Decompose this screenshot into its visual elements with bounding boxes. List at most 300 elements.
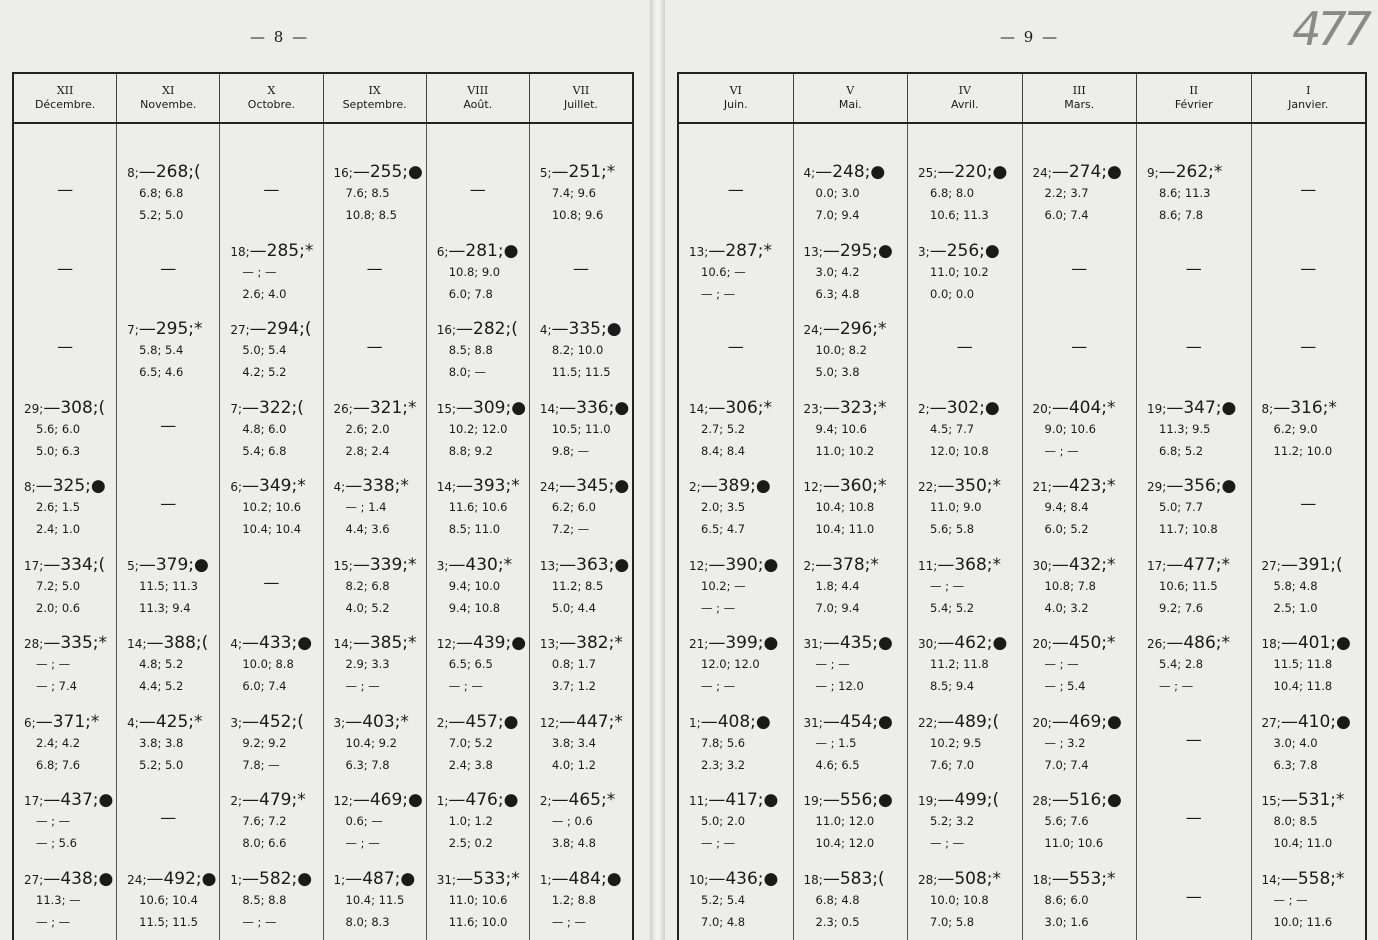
cell-symbol: ● bbox=[400, 868, 416, 889]
cell-value: —439; bbox=[456, 633, 512, 653]
table-cell bbox=[1137, 633, 1251, 711]
cell-main-value bbox=[689, 790, 778, 810]
cell-sub-row-1: 6.8; 6.8 bbox=[139, 186, 184, 200]
cell-sub-row-2: 7.6; 7.0 bbox=[930, 757, 975, 772]
cell-symbol: ( bbox=[878, 868, 885, 889]
cell-value: —435; bbox=[822, 633, 878, 653]
cell-sub-row-1: 7.2; 5.0 bbox=[36, 578, 81, 593]
cell-value: —508; bbox=[937, 868, 993, 889]
cell-sub-row-2: 8.0; — bbox=[448, 365, 487, 379]
table-cell bbox=[794, 241, 908, 319]
table-cell bbox=[220, 241, 322, 319]
cell-sub-row-2: 4.4; 5.2 bbox=[139, 679, 184, 693]
table-cell bbox=[794, 162, 908, 240]
cell-symbol: ( bbox=[304, 319, 312, 339]
cell-day: 24; bbox=[1032, 166, 1052, 180]
empty-dash: — bbox=[160, 494, 177, 513]
cell-sub-row-1: 11.5; 11.8 bbox=[1273, 657, 1333, 671]
cell-value: —334; bbox=[43, 554, 99, 575]
cell-day: 3; bbox=[333, 715, 346, 730]
cell-sub-row-1: 7.8; 5.6 bbox=[701, 735, 746, 750]
table-cell bbox=[1252, 712, 1366, 790]
cell-main-value bbox=[437, 869, 520, 889]
column-roman-numeral: III bbox=[1072, 84, 1086, 97]
table-cell bbox=[220, 162, 322, 240]
cell-value: —321; bbox=[352, 397, 409, 418]
cell-sub-row-1: 1.2; 8.8 bbox=[551, 892, 596, 907]
cell-value: —553; bbox=[1051, 868, 1107, 889]
cell-day: 28; bbox=[24, 637, 44, 651]
cell-main-value bbox=[918, 162, 1007, 182]
cell-sub-row-2: — ; — bbox=[701, 286, 736, 301]
cell-day: 4; bbox=[127, 715, 139, 730]
cell-symbol: ● bbox=[90, 476, 106, 496]
cell-main-value bbox=[689, 476, 771, 496]
month-column bbox=[1136, 124, 1251, 940]
cell-main-value bbox=[1147, 162, 1222, 182]
cell-sub-row-2: — ; 5.6 bbox=[36, 836, 77, 850]
cell-day: 2; bbox=[803, 558, 816, 573]
cell-value: —447; bbox=[559, 711, 615, 732]
cell-sub-row-1: 5.0; 2.0 bbox=[701, 814, 746, 828]
cell-main-value bbox=[1033, 633, 1116, 653]
cell-sub-row-1: — ; — bbox=[36, 814, 71, 828]
cell-main-value bbox=[804, 790, 893, 810]
table-cell bbox=[427, 162, 529, 240]
cell-symbol: ● bbox=[511, 633, 527, 653]
cell-sub-row-1: 2.9; 3.3 bbox=[345, 657, 390, 671]
table-cell bbox=[14, 319, 116, 397]
empty-dash: — bbox=[572, 258, 589, 278]
cell-sub-row-1: 6.2; 6.0 bbox=[551, 500, 596, 514]
cell-value: —336; bbox=[559, 397, 615, 418]
cell-value: —338; bbox=[345, 476, 401, 496]
cell-main-value bbox=[1147, 398, 1236, 418]
cell-main-value bbox=[918, 712, 999, 732]
cell-sub-row-2: 11.5; 11.5 bbox=[139, 914, 198, 929]
cell-symbol: ( bbox=[1336, 554, 1343, 575]
cell-sub-row-2: 4.2; 5.2 bbox=[242, 365, 287, 379]
cell-sub-row-2: 5.2; 5.0 bbox=[139, 757, 184, 772]
cell-day: 19; bbox=[918, 794, 938, 808]
cell-sub-row-1: 8.2; 6.8 bbox=[345, 578, 390, 593]
cell-main-value bbox=[804, 712, 893, 732]
cell-symbol: ● bbox=[98, 790, 114, 810]
cell-symbol: ● bbox=[763, 868, 779, 889]
cell-sub-row-2: 6.5; 4.6 bbox=[139, 365, 184, 379]
month-column bbox=[1251, 124, 1368, 940]
cell-value: —350; bbox=[937, 476, 993, 496]
cell-main-value bbox=[230, 476, 305, 496]
cell-sub-row-2: 2.5; 0.2 bbox=[448, 836, 493, 850]
cell-main-value bbox=[918, 555, 1001, 575]
empty-dash: — bbox=[1185, 729, 1202, 749]
cell-value: —404; bbox=[1051, 397, 1107, 418]
cell-sub-row-2: 4.0; 5.2 bbox=[345, 600, 390, 615]
column-month-name: Février bbox=[1174, 98, 1213, 111]
empty-dash: — bbox=[1185, 337, 1202, 356]
cell-day: 30; bbox=[918, 637, 938, 651]
cell-symbol: ( bbox=[194, 162, 201, 182]
table-cell bbox=[324, 241, 426, 319]
table-cell bbox=[908, 869, 1022, 940]
empty-dash: — bbox=[160, 808, 177, 827]
cell-sub-row-1: 0.8; 1.7 bbox=[551, 657, 596, 671]
cell-sub-row-2: 7.2; — bbox=[551, 522, 590, 536]
column-month-name: Janvier. bbox=[1288, 98, 1329, 111]
cell-sub-row-1: 9.0; 10.6 bbox=[1044, 421, 1096, 436]
cell-sub-row-2: 8.6; 7.8 bbox=[1159, 208, 1204, 222]
cell-day: 18; bbox=[803, 872, 823, 887]
cell-main-value bbox=[1147, 633, 1230, 653]
empty-dash: — bbox=[366, 337, 383, 356]
left-table-body bbox=[12, 124, 634, 940]
cell-day: 17; bbox=[24, 558, 44, 573]
cell-main-value bbox=[918, 790, 999, 810]
column-month-name: Juillet. bbox=[563, 98, 598, 111]
cell-value: —438; bbox=[43, 868, 99, 889]
cell-main-value bbox=[230, 398, 304, 418]
cell-main-value bbox=[804, 162, 886, 182]
cell-main-value bbox=[437, 790, 519, 810]
cell-value: —454; bbox=[822, 711, 878, 732]
cell-sub-row-2: 9.8; — bbox=[551, 443, 590, 458]
cell-main-value bbox=[540, 162, 615, 182]
cell-symbol: * bbox=[606, 790, 616, 810]
cell-main-value bbox=[437, 633, 526, 653]
cell-day: 18; bbox=[230, 244, 250, 259]
cell-symbol: ● bbox=[614, 397, 630, 418]
table-cell bbox=[324, 398, 426, 476]
cell-sub-row-1: 0.6; — bbox=[345, 814, 383, 828]
cell-day: 22; bbox=[918, 715, 938, 730]
cell-sub-row-2: 6.5; 4.7 bbox=[701, 522, 746, 536]
right-page bbox=[665, 0, 1378, 940]
table-cell bbox=[1252, 869, 1366, 940]
table-cell bbox=[794, 398, 908, 476]
cell-symbol: * bbox=[992, 868, 1001, 889]
cell-symbol: * bbox=[297, 790, 306, 810]
column-roman-numeral: IV bbox=[958, 84, 971, 97]
empty-dash: — bbox=[263, 180, 280, 199]
cell-sub-row-1: — ; — bbox=[930, 578, 965, 593]
column-roman-numeral: V bbox=[846, 84, 855, 97]
cell-symbol: * bbox=[297, 476, 306, 496]
cell-main-value bbox=[1033, 869, 1116, 889]
cell-sub-row-2: 6.8; 7.6 bbox=[36, 757, 81, 772]
table-cell bbox=[679, 633, 793, 711]
cell-symbol: ● bbox=[1107, 790, 1122, 810]
cell-value: —349; bbox=[242, 476, 298, 496]
cell-value: —287; bbox=[708, 240, 764, 261]
cell-day: 21; bbox=[689, 637, 709, 651]
cell-value: —295; bbox=[822, 240, 878, 261]
table-cell bbox=[908, 241, 1022, 319]
cell-sub-row-2: — ; — bbox=[1159, 679, 1194, 693]
cell-sub-row-2: 12.0; 10.8 bbox=[930, 443, 989, 458]
column-header bbox=[1251, 74, 1368, 122]
cell-sub-row-2: 11.5; 11.5 bbox=[551, 365, 611, 379]
cell-symbol: ● bbox=[511, 397, 527, 418]
month-column bbox=[1022, 124, 1137, 940]
cell-sub-row-1: 2.0; 3.5 bbox=[701, 500, 746, 514]
column-roman-numeral: XII bbox=[56, 84, 74, 97]
cell-symbol: ● bbox=[1336, 633, 1351, 653]
cell-sub-row-2: 6.0; 7.4 bbox=[1044, 208, 1089, 222]
table-cell bbox=[1252, 555, 1366, 633]
table-cell bbox=[14, 555, 116, 633]
cell-value: —476; bbox=[448, 790, 504, 810]
cell-symbol: * bbox=[870, 554, 879, 575]
cell-day: 1; bbox=[436, 794, 449, 808]
table-cell bbox=[1137, 555, 1251, 633]
cell-symbol: * bbox=[992, 476, 1001, 496]
cell-value: —389; bbox=[700, 476, 756, 496]
cell-sub-row-1: 8.0; 8.5 bbox=[1273, 814, 1318, 828]
empty-dash: — bbox=[1071, 258, 1088, 278]
cell-value: —465; bbox=[551, 790, 607, 810]
table-cell bbox=[1252, 790, 1366, 868]
table-cell bbox=[908, 319, 1022, 397]
cell-sub-row-1: 8.5; 8.8 bbox=[448, 343, 493, 357]
cell-value: —339; bbox=[352, 554, 409, 575]
cell-value: —390; bbox=[708, 554, 764, 575]
cell-sub-row-2: 8.0; 6.6 bbox=[242, 836, 287, 850]
cell-symbol: * bbox=[1336, 790, 1345, 810]
table-cell bbox=[427, 476, 529, 554]
cell-value: —274; bbox=[1051, 162, 1107, 182]
table-cell bbox=[117, 869, 219, 940]
cell-symbol: ● bbox=[408, 790, 423, 810]
cell-symbol: * bbox=[878, 476, 887, 496]
cell-sub-row-2: 8.5; 11.0 bbox=[448, 522, 501, 536]
table-cell bbox=[427, 398, 529, 476]
cell-main-value bbox=[437, 555, 512, 575]
cell-value: —430; bbox=[448, 554, 504, 575]
column-header bbox=[907, 74, 1022, 122]
cell-sub-row-1: 10.4; 9.2 bbox=[345, 735, 397, 750]
cell-symbol: * bbox=[503, 554, 513, 575]
cell-main-value bbox=[437, 319, 518, 339]
cell-value: —516; bbox=[1051, 790, 1107, 810]
cell-symbol: * bbox=[194, 711, 203, 732]
cell-value: —556; bbox=[822, 790, 878, 810]
table-cell bbox=[1252, 633, 1366, 711]
cell-sub-row-1: 5.0; 7.7 bbox=[1159, 500, 1204, 514]
table-cell bbox=[530, 162, 632, 240]
cell-sub-row-2: 4.0; 1.2 bbox=[551, 757, 596, 772]
cell-main-value bbox=[127, 162, 201, 182]
cell-main-value bbox=[1033, 476, 1116, 496]
cell-sub-row-2: — ; — bbox=[345, 679, 380, 693]
cell-symbol: ● bbox=[878, 711, 893, 732]
table-cell bbox=[220, 555, 322, 633]
cell-symbol: ● bbox=[408, 162, 423, 182]
cell-sub-row-2: 6.0; 5.2 bbox=[1044, 522, 1089, 536]
table-cell bbox=[530, 398, 632, 476]
cell-value: —220; bbox=[937, 162, 993, 182]
table-cell bbox=[1137, 869, 1251, 940]
cell-day: 13; bbox=[803, 244, 823, 259]
cell-sub-row-2: 10.0; 11.6 bbox=[1273, 914, 1333, 929]
cell-sub-row-2: 4.0; 3.2 bbox=[1044, 600, 1089, 615]
empty-dash: — bbox=[1185, 808, 1202, 827]
table-cell bbox=[908, 633, 1022, 711]
column-month-name: Juin. bbox=[723, 98, 748, 111]
table-cell bbox=[220, 790, 322, 868]
empty-dash: — bbox=[727, 180, 744, 199]
cell-sub-row-1: 5.0; 5.4 bbox=[242, 343, 287, 357]
cell-symbol: ● bbox=[763, 554, 779, 575]
cell-day: 8; bbox=[1261, 401, 1274, 416]
table-cell bbox=[794, 319, 908, 397]
cell-main-value bbox=[437, 712, 519, 732]
empty-dash: — bbox=[1071, 337, 1088, 356]
table-cell bbox=[117, 790, 219, 868]
cell-day: 10; bbox=[689, 872, 709, 887]
cell-day: 30; bbox=[1032, 558, 1052, 573]
cell-value: —382; bbox=[559, 633, 615, 653]
cell-main-value bbox=[918, 633, 1007, 653]
month-column bbox=[323, 124, 426, 940]
cell-value: —499; bbox=[937, 790, 993, 810]
cell-symbol: * bbox=[98, 633, 107, 653]
table-cell bbox=[117, 555, 219, 633]
table-cell bbox=[117, 712, 219, 790]
cell-symbol: ( bbox=[992, 790, 1000, 810]
cell-symbol: * bbox=[400, 711, 409, 732]
cell-day: 2; bbox=[689, 480, 701, 494]
cell-sub-row-1: 11.2; 8.5 bbox=[551, 578, 604, 593]
cell-sub-row-1: 8.5; 8.8 bbox=[242, 892, 287, 907]
table-cell bbox=[324, 162, 426, 240]
cell-sub-row-2: 6.3; 7.8 bbox=[345, 757, 390, 772]
cell-value: —408; bbox=[700, 711, 756, 732]
left-page bbox=[0, 0, 650, 940]
cell-sub-row-2: — ; — bbox=[36, 914, 71, 929]
cell-main-value bbox=[24, 712, 99, 732]
column-header bbox=[793, 74, 908, 122]
cell-main-value bbox=[540, 555, 629, 575]
cell-main-value bbox=[334, 869, 416, 889]
cell-main-value bbox=[24, 555, 105, 575]
cell-sub-row-1: — ; — bbox=[815, 657, 850, 671]
cell-symbol: * bbox=[614, 711, 623, 732]
table-cell bbox=[1023, 869, 1137, 940]
cell-main-value bbox=[334, 398, 417, 418]
table-cell bbox=[679, 476, 793, 554]
cell-symbol: * bbox=[1221, 633, 1230, 653]
left-table-header bbox=[12, 74, 634, 124]
table-cell bbox=[908, 476, 1022, 554]
cell-value: —393; bbox=[456, 476, 512, 496]
table-cell bbox=[530, 241, 632, 319]
table-cell bbox=[1252, 162, 1366, 240]
cell-main-value bbox=[1262, 869, 1345, 889]
cell-symbol: ● bbox=[763, 633, 779, 653]
cell-sub-row-1: 5.2; 5.4 bbox=[701, 892, 746, 907]
cell-symbol: ● bbox=[194, 554, 209, 575]
table-cell bbox=[1137, 319, 1251, 397]
cell-main-value bbox=[689, 712, 771, 732]
cell-day: 3; bbox=[918, 244, 930, 259]
cell-symbol: ● bbox=[984, 240, 1000, 261]
table-cell bbox=[324, 712, 426, 790]
cell-main-value bbox=[540, 319, 622, 339]
cell-sub-row-1: 8.6; 6.0 bbox=[1044, 892, 1089, 907]
cell-value: —484; bbox=[551, 868, 607, 889]
column-roman-numeral: VI bbox=[729, 84, 742, 97]
table-cell bbox=[794, 555, 908, 633]
cell-sub-row-2: 10.4; 11.0 bbox=[1273, 836, 1333, 850]
cell-main-value bbox=[230, 869, 312, 889]
cell-main-value bbox=[230, 241, 313, 261]
cell-symbol: ● bbox=[992, 633, 1008, 653]
column-roman-numeral: II bbox=[1189, 84, 1199, 97]
cell-symbol: ( bbox=[201, 633, 209, 653]
cell-main-value bbox=[540, 633, 623, 653]
cell-sub-row-2: 9.4; 10.8 bbox=[448, 600, 501, 615]
cell-symbol: * bbox=[408, 554, 417, 575]
cell-main-value bbox=[1033, 790, 1122, 810]
table-cell bbox=[220, 633, 322, 711]
cell-symbol: ● bbox=[297, 868, 313, 889]
cell-sub-row-1: 7.6; 8.5 bbox=[345, 186, 390, 200]
column-roman-numeral: VIII bbox=[467, 84, 489, 97]
cell-sub-row-1: 10.8; 7.8 bbox=[1044, 578, 1096, 593]
month-column bbox=[793, 124, 908, 940]
cell-sub-row-2: 10.4; 11.0 bbox=[815, 522, 875, 536]
empty-dash: — bbox=[1185, 886, 1202, 906]
table-cell bbox=[1137, 476, 1251, 554]
cell-main-value bbox=[437, 476, 520, 496]
cell-sub-row-2: 7.0; 5.8 bbox=[930, 914, 975, 929]
cell-day: 24; bbox=[539, 480, 560, 494]
cell-sub-row-2: 8.8; 9.2 bbox=[448, 443, 493, 458]
cell-sub-row-2: 11.3; 9.4 bbox=[139, 600, 191, 615]
cell-symbol: * bbox=[1107, 633, 1116, 653]
cell-value: —489; bbox=[937, 711, 993, 732]
table-cell bbox=[679, 398, 793, 476]
cell-day: 5; bbox=[127, 558, 139, 573]
cell-value: —322; bbox=[242, 397, 298, 418]
cell-symbol: ( bbox=[992, 711, 1000, 732]
empty-dash: — bbox=[1300, 180, 1317, 199]
cell-value: —558; bbox=[1280, 868, 1336, 889]
cell-sub-row-1: 5.2; 3.2 bbox=[930, 814, 975, 828]
cell-sub-row-2: 0.0; 0.0 bbox=[930, 286, 975, 301]
cell-value: —388; bbox=[146, 633, 202, 653]
cell-value: —432; bbox=[1051, 554, 1107, 575]
cell-day: 6; bbox=[230, 480, 243, 494]
column-header bbox=[677, 74, 793, 122]
table-cell bbox=[427, 319, 529, 397]
cell-main-value bbox=[127, 319, 202, 339]
empty-dash: — bbox=[160, 258, 177, 278]
cell-sub-row-1: 10.4; 10.8 bbox=[815, 500, 875, 514]
cell-day: 19; bbox=[803, 794, 823, 808]
cell-symbol: * bbox=[408, 397, 417, 418]
cell-symbol: * bbox=[1213, 162, 1223, 182]
cell-day: 4; bbox=[230, 637, 243, 651]
table-cell bbox=[794, 633, 908, 711]
cell-day: 1; bbox=[230, 872, 243, 887]
table-cell bbox=[14, 476, 116, 554]
cell-sub-row-2: 7.8; — bbox=[242, 757, 280, 772]
cell-main-value bbox=[689, 869, 778, 889]
empty-dash: — bbox=[57, 258, 74, 278]
cell-sub-row-2: 2.6; 4.0 bbox=[242, 286, 287, 301]
